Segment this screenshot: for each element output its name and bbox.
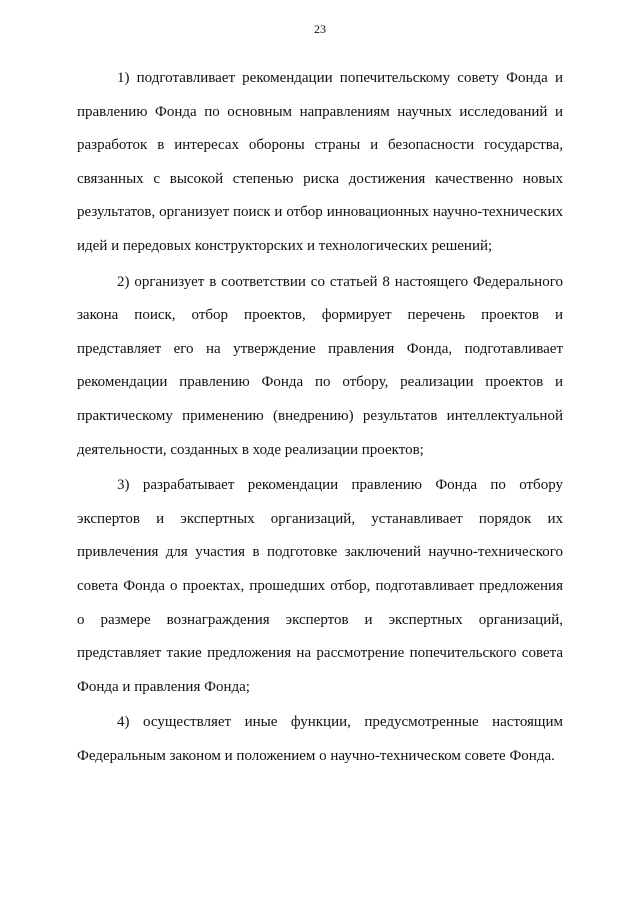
page-number: 23 <box>314 22 326 36</box>
paragraph-4: 4) осуществляет иные функции, предусмотренные настоящим Федеральным законом и положением о научно-техническом совете Фонда. <box>77 714 563 764</box>
document-body <box>77 62 563 775</box>
paragraph-3: 3) разрабатывает рекомендации правлению Фонда по отбору экспертов и экспертных организаций, устанавливает порядок их привлечения для участия в подготовке заключений научно-технического совета Фонда о проектах, прошедших отбор, подготавливает предложения о размере вознаграждения экспертов и экспертных организаций, представляет такие предложения на рассмотрение попечительского совета Фонда и правления Фонда; <box>77 477 563 695</box>
paragraph-1: 1) подготавливает рекомендации попечительскому совету Фонда и правлению Фонда по основным направлениям научных исследований и разработок в интересах обороны страны и безопасности государства, связанных с высокой степенью риска достижения качественно новых результатов, организует поиск и отбор инновационных научно-технических идей и передовых конструкторских и технологических решений; <box>77 70 563 254</box>
paragraph-2: 2) организует в соответствии со статьей 8 настоящего Федерального закона поиск, отбор проектов, формирует перечень проектов и представляет его на утверждение правления Фонда, подготавливает рекомендации правлению Фонда по отбору, реализации проектов и практическому применению (внедрению) результатов интеллектуальной деятельности, созданных в ходе реализации проектов; <box>77 273 563 458</box>
